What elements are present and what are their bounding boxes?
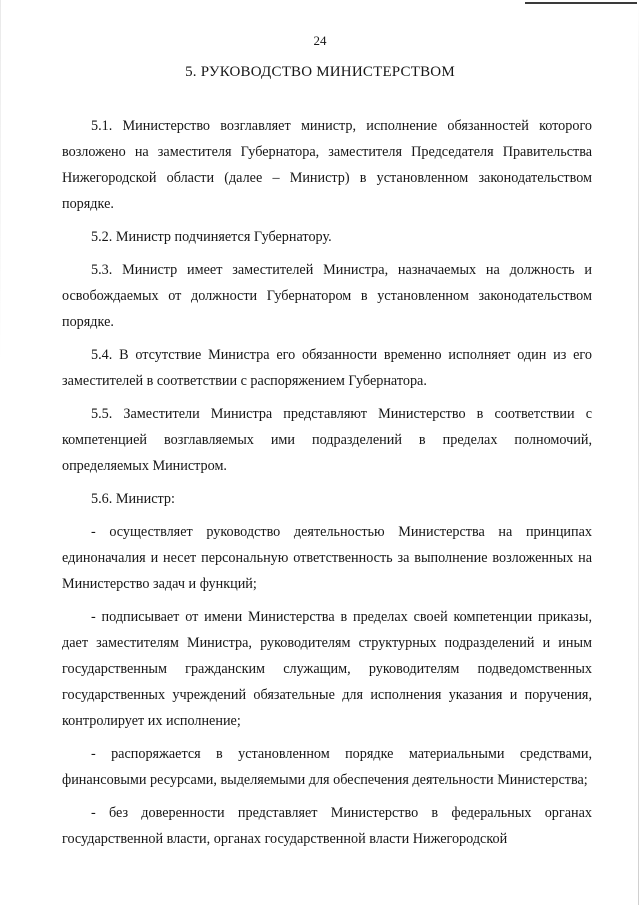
scan-edge-top bbox=[525, 2, 637, 4]
paragraph-5-4: 5.4. В отсутствие Министра его обязанности временно исполняет один из его заместителей в соответствии с распоряжением Губернатора. bbox=[62, 347, 592, 389]
paragraph-5-3: 5.3. Министр имеет заместителей Министра, назначаемых на должность и освобождаемых от должности Губернатором в установленном законодательством порядке. bbox=[62, 262, 592, 330]
paragraph-5-1: 5.1. Министерство возглавляет министр, исполнение обязанностей которого возложено на заместителя Губернатора, заместителя Председателя Правительства Нижегородской области (далее – Министр) в установленном законодательством порядке. bbox=[62, 118, 592, 212]
list-item-resources: - распоряжается в установленном порядке материальными средствами, финансовыми ресурсами, выделяемыми для обеспечения деятельности Министерства; bbox=[62, 746, 592, 788]
paragraph-5-6: 5.6. Министр: bbox=[91, 491, 175, 507]
paragraph-5-2: 5.2. Министр подчиняется Губернатору. bbox=[91, 229, 332, 245]
document-body bbox=[62, 113, 592, 852]
list-item-representation: - без доверенности представляет Министерство в федеральных органах государственной власти, органах государственной власти Нижегородской bbox=[62, 805, 592, 847]
scan-edge-right bbox=[638, 0, 639, 905]
list-item-leadership: - осуществляет руководство деятельностью Министерства на принципах единоначалия и несет персональную ответственность за выполнение возложенных на Министерство задач и функций; bbox=[62, 524, 592, 592]
section-heading: 5. РУКОВОДСТВО МИНИСТЕРСТВОМ bbox=[185, 64, 455, 80]
paragraph-5-5: 5.5. Заместители Министра представляют Министерство в соответствии с компетенцией возглавляемых ими подразделений в пределах полномочий, определяемых Министром. bbox=[62, 406, 592, 474]
list-item-orders: - подписывает от имени Министерства в пределах своей компетенции приказы, дает заместителям Министра, руководителям структурных подразделений и иным государственным гражданским служащим, руководителям подведомственных государственных учреждений обязательные для исполнения указания и поручения, контролирует их исполнение; bbox=[62, 609, 592, 729]
page-number: 24 bbox=[313, 33, 327, 48]
scan-edge-left bbox=[0, 0, 1, 905]
